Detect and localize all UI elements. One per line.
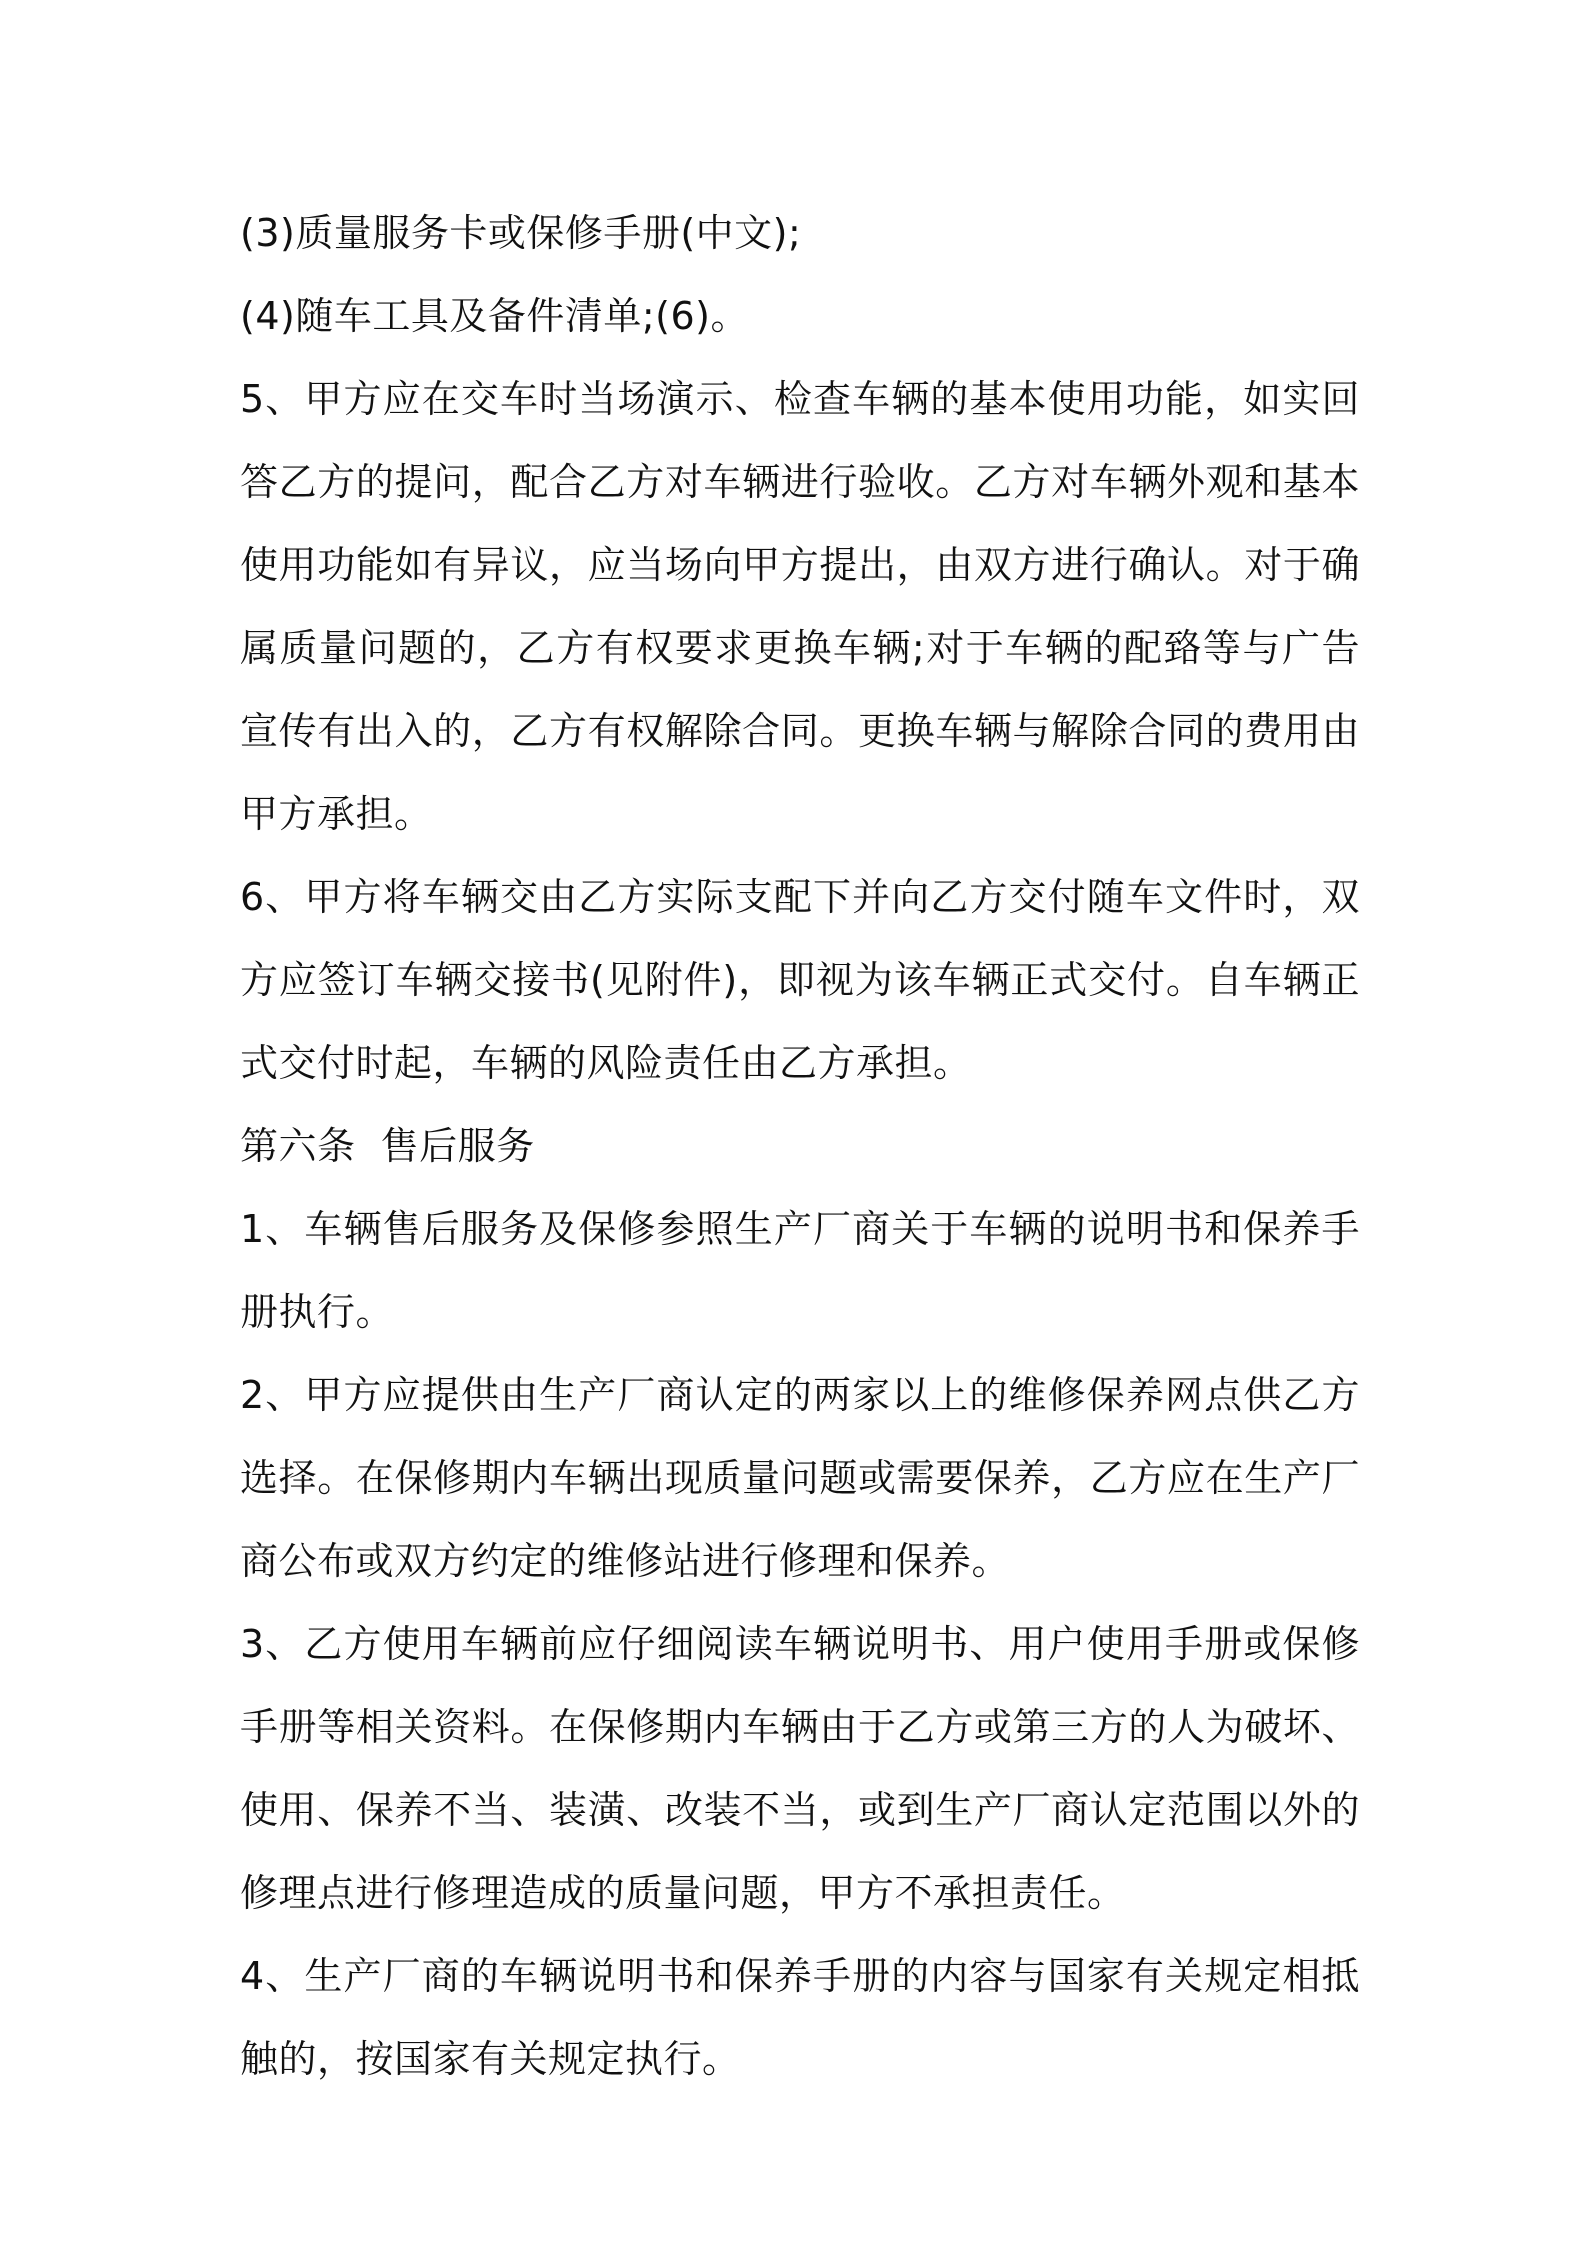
paragraph-item-3: (3)质量服务卡或保修手册(中文); <box>240 211 802 255</box>
section-heading-article-6: 第六条 售后服务 <box>240 1124 535 1168</box>
document-body <box>240 192 1360 2101</box>
paragraph-clause-5: 5、甲方应在交车时当场演示、检查车辆的基本使用功能，如实回答乙方的提问，配合乙方对车辆进行验收。乙方对车辆外观和基本使用功能如有异议，应当场向甲方提出，由双方进行确认。对于确属质量问题的，乙方有权要求更换车辆;对于车辆的配臵等与广告宣传有出入的，乙方有权解除合同。更换车辆与解除合同的费用由甲方承担。 <box>240 377 1360 836</box>
paragraph-clause-6: 6、甲方将车辆交由乙方实际支配下并向乙方交付随车文件时，双方应签订车辆交接书(见附件)，即视为该车辆正式交付。自车辆正式交付时起，车辆的风险责任由乙方承担。 <box>240 875 1360 1085</box>
paragraph-aftersales-2: 2、甲方应提供由生产厂商认定的两家以上的维修保养网点供乙方选择。在保修期内车辆出现质量问题或需要保养，乙方应在生产厂商公布或双方约定的维修站进行修理和保养。 <box>240 1373 1360 1583</box>
paragraph-aftersales-1: 1、车辆售后服务及保修参照生产厂商关于车辆的说明书和保养手册执行。 <box>240 1207 1360 1334</box>
paragraph-aftersales-3: 3、乙方使用车辆前应仔细阅读车辆说明书、用户使用手册或保修手册等相关资料。在保修期内车辆由于乙方或第三方的人为破坏、使用、保养不当、装潢、改装不当，或到生产厂商认定范围以外的修理点进行修理造成的质量问题，甲方不承担责任。 <box>240 1622 1360 1915</box>
paragraph-item-4: (4)随车工具及备件清单;(6)。 <box>240 294 749 338</box>
paragraph-aftersales-4: 4、生产厂商的车辆说明书和保养手册的内容与国家有关规定相抵触的，按国家有关规定执行。 <box>240 1954 1360 2081</box>
